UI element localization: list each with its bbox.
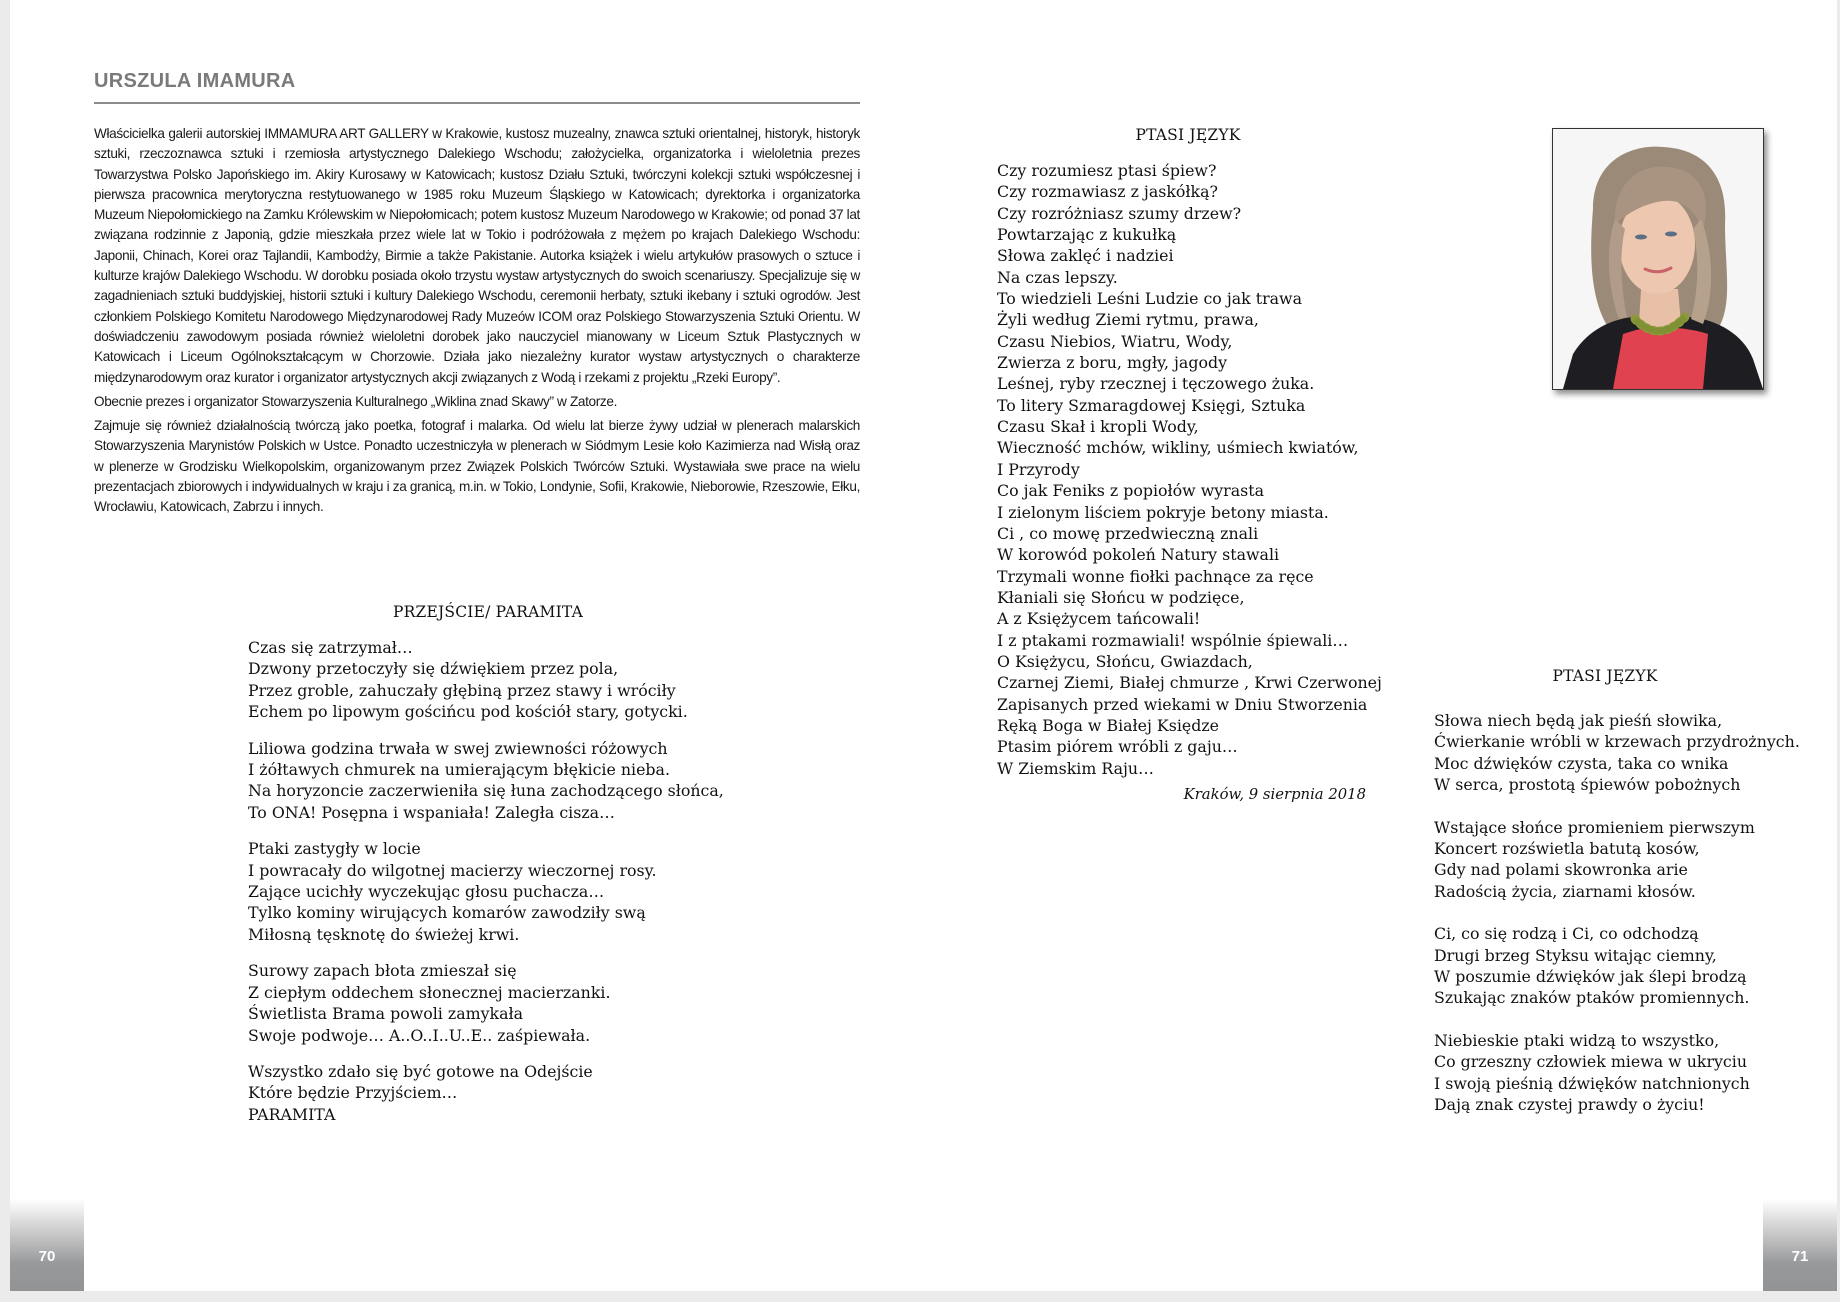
poem-line: Wieczność mchów, wikliny, uśmiech kwiatów,: [997, 438, 1359, 458]
poem-title-ptasi-jezyk-2: PTASI JĘZYK: [1552, 667, 1658, 685]
poem-stanza: [248, 1061, 724, 1125]
poem-stanza: [1434, 923, 1800, 1009]
bio-paragraph: Obecnie prezes i organizator Stowarzyszenia Kulturalnego „Wiklina znad Skawy” w Zatorze.: [94, 393, 618, 409]
poem-line: Czarnej Ziemi, Białej chmurze , Krwi Czerwonej: [997, 673, 1382, 693]
page-number-right: 71: [1763, 1199, 1837, 1291]
poem-date-place: Kraków, 9 sierpnia 2018: [1183, 786, 1366, 803]
poem-line: I żółtawych chmurek na umierającym błękicie nieba.: [248, 760, 670, 780]
poem-line: Surowy zapach błota zmieszał się: [248, 961, 517, 981]
poem-line: To ONA! Posępna i wspaniała! Zaległa cisza…: [248, 802, 615, 822]
poem-line: Ćwierkanie wróbli w krzewach przydrożnych.: [1434, 732, 1800, 752]
magazine-spread: [10, 0, 1837, 1291]
poem-line: Powtarzając z kukułką: [997, 225, 1177, 245]
poem-line: Czas się zatrzymał…: [248, 638, 413, 657]
poem-line: Miłosną tęsknotę do świeżej krwi.: [248, 924, 520, 944]
poem-line: A z Księżycem tańcowali!: [997, 609, 1201, 629]
poem-line: Ręką Boga w Białej Księdze: [997, 715, 1220, 735]
poem-line: I zielonym liściem pokryje betony miasta.: [997, 502, 1329, 522]
author-name-heading: URSZULA IMAMURA: [94, 70, 296, 92]
poem-line: Co jak Feniks z popiołów wyrasta: [997, 481, 1265, 501]
poem-stanza: [248, 637, 724, 723]
poem-line: To litery Szmaragdowej Księgi, Sztuka: [997, 395, 1306, 415]
poem-line: Radością życia, ziarnami kłosów.: [1434, 881, 1696, 901]
poem-stanza: [248, 838, 724, 945]
poem-stanza: [248, 738, 724, 824]
poem-line: W korowód pokoleń Natury stawali: [997, 545, 1280, 565]
poem-line: Zające ucichły wyczekując głosu puchacza…: [248, 882, 605, 902]
poem-stanza: [1434, 710, 1800, 796]
poem-ptasi-jezyk-2: [1434, 710, 1800, 1131]
poem-line: Wszystko zdało się być gotowe na Odejście: [248, 1061, 593, 1081]
poem-line: Ptaki zastygły w locie: [248, 839, 421, 859]
poem-line: Czasu Skał i kropli Wody,: [997, 417, 1199, 437]
poem-line: Żyli według Ziemi rytmu, prawa,: [997, 310, 1259, 330]
poem-ptasi-jezyk-1: [997, 160, 1382, 779]
poem-line: Swoje podwoje… A..O..I..U..E.. zaśpiewała.: [248, 1025, 591, 1045]
poem-line: Słowa zaklęć i nadziei: [997, 246, 1174, 266]
poem-line: PARAMITA: [248, 1104, 336, 1124]
poem-line: To wiedzieli Leśni Ludzie co jak trawa: [997, 289, 1302, 309]
bio-paragraph: Właścicielka galerii autorskiej IMMAMURA ART GALLERY w Krakowie, kustosz muzealny, znawca sztuki orientalnej, historyk, historyk sztuki, rzeczoznawca sztuki i rzemiosła artystycznego Dalekiego Wschodu; założycielka, organizatorka i wieloletnia prezes Towarzystwa Polsko Japońskiego im. Akiry Kurosawy w Katowicach; kustosz Działu Sztuki, twórczyni kolekcji sztuki współczesnej i pierwsza pracownica merytoryczna restytuowanego w 1985 roku Muzeum Śląskiego w Katowicach; dyrektorka i organizatorka Muzeum Niepołomickiego na Zamku Królewskim w Niepołomicach; potem kustosz Muzeum Narodowego w Krakowie; od ponad 37 lat związana rodzinnie z Japonią, gdzie mieszkała przez wiele lat w Tokio i podróżowała z mężem po krajach Dalekiego Wschodu: Japonii, Chinach, Korei oraz Tajlandii, Kambodży, Birmie a także Pakistanie. Autorka książek i wielu artykułów prasowych o sztuce i kulturze krajów Dalekiego Wschodu. W dorobku posiada około trzystu wystaw artystycznych do swoich scenariuszy. Specjalizuje się w zagadnieniach sztuki buddyjskiej, historii sztuki i kultury Dalekiego Wschodu, ceremonii herbaty, sztuki ikebany i sztuki ogrodów. Jest członkiem Polskiego Komitetu Narodowego Międzynarodowej Rady Muzeów ICOM oraz Polskiego Stowarzyszenia Sztuki Orientu. W doświadczeniu zawodowym posiada również wieloletni dorobek jako nauczyciel mianowany w Liceum Sztuk Plastycznych w Katowicach i Liceum Ogólnokształcącym w Chorzowie. Działa jako niezależny kurator wystaw artystycznych o charakterze międzynarodowym oraz kurator i organizator artystycznych akcji związanych z Wodą i rzekami z projektu „Rzeki Europy”.: [94, 126, 860, 385]
author-bio: [94, 124, 860, 522]
poem-title-przejscie: PRZEJŚCIE/ PARAMITA: [392, 603, 583, 621]
poem-line: Wstające słońce promieniem pierwszym: [1434, 817, 1755, 837]
poem-line: Gdy nad polami skowronka arie: [1434, 860, 1688, 880]
poem-line: Dzwony przetoczyły się dźwiękiem przez pola,: [248, 659, 619, 679]
poem-line: W serca, prostotą śpiewów pobożnych: [1434, 775, 1741, 795]
poem-line: Trzymali wonne fiołki pachnące za ręce: [997, 566, 1314, 586]
poem-line: Czy rozróżniasz szumy drzew?: [997, 203, 1242, 223]
poem-line: Moc dźwięków czysta, taka co wnika: [1434, 753, 1729, 773]
poem-line: Liliowa godzina trwała w swej zwiewności różowych: [248, 738, 668, 758]
poem-line: Koncert rozświetla batutą kosów,: [1434, 839, 1700, 859]
poem-line: Niebieskie ptaki widzą to wszystko,: [1434, 1030, 1720, 1050]
poem-line: Ci, co się rodzą i Ci, co odchodzą: [1434, 924, 1699, 944]
poem-line: Szukając znaków ptaków promiennych.: [1434, 988, 1750, 1008]
portrait-image: [1553, 129, 1763, 389]
poem-line: Leśnej, ryby rzecznej i tęczowego żuka.: [997, 374, 1315, 394]
poem-line: Ptasim piórem wróbli z gaju…: [997, 737, 1238, 757]
poem-line: I powracały do wilgotnej macierzy wieczornej rosy.: [248, 860, 657, 880]
poem-line: O Księżycu, Słońcu, Gwiazdach,: [997, 651, 1253, 671]
poem-line: Echem po lipowym gościńcu pod kościół stary, gotycki.: [248, 702, 688, 722]
poem-przejscie-paramita: [248, 637, 724, 1140]
poem-line: Czy rozumiesz ptasi śpiew?: [997, 161, 1217, 180]
author-portrait-photo: [1552, 128, 1764, 390]
poem-line: Które będzie Przyjściem…: [248, 1083, 458, 1103]
header-rule-divider: [94, 102, 860, 104]
poem-line: Zwierza z boru, mgły, jagody: [997, 353, 1228, 373]
poem-line: Na horyzoncie zaczerwieniła się łuna zachodzącego słońca,: [248, 781, 724, 801]
poem-line: Słowa niech będą jak pieśń słowika,: [1434, 711, 1723, 730]
poem-line: Drugi brzeg Styksu witając ciemny,: [1434, 945, 1717, 965]
poem-line: Dają znak czystej prawdy o życiu!: [1434, 1095, 1705, 1115]
poem-line: Tylko kominy wirujących komarów zawodziły swą: [248, 903, 646, 923]
poem-line: I Przyrody: [997, 459, 1080, 479]
poem-line: W poszumie dźwięków jak ślepi brodzą: [1434, 967, 1747, 987]
poem-line: Kłaniali się Słońcu w podzięce,: [997, 587, 1245, 607]
poem-line: Przez groble, zahuczały głębiną przez stawy i wróciły: [248, 680, 676, 700]
poem-stanza: [1434, 817, 1800, 903]
poem-line: Świetlista Brama powoli zamykała: [248, 1004, 524, 1024]
poem-line: Z ciepłym oddechem słonecznej macierzanki.: [248, 982, 611, 1002]
poem-line: I swoją pieśnią dźwięków natchnionych: [1434, 1073, 1750, 1093]
poem-line: Na czas lepszy.: [997, 267, 1118, 287]
poem-line: Co grzeszny człowiek miewa w ukryciu: [1434, 1052, 1747, 1072]
poem-line: Zapisanych przed wiekami w Dniu Stworzenia: [997, 694, 1368, 714]
poem-stanza: [248, 960, 724, 1046]
poem-title-ptasi-jezyk-1: PTASI JĘZYK: [1135, 126, 1241, 144]
poem-line: Czasu Niebios, Wiatru, Wody,: [997, 331, 1233, 351]
poem-line: W Ziemskim Raju…: [997, 758, 1154, 778]
bio-paragraph: Zajmuje się również działalnością twórczą jako poetka, fotograf i malarka. Od wielu lat bierze żywy udział w plenerach malarskich Stowarzyszenia Marynistów Polskich w Ustce. Ponadto uczestniczyła w plenerach w Siódmym Lesie koło Kazimierza nad Wisłą oraz w plenerze w Grodzisku Wielkopolskim, organizowanym przez Związek Polskich Twórców Sztuki. Wystawiała swe prace na wielu prezentacjach zbiorowych i indywidualnych w kraju i za granicą, m.in. w Tokio, Londynie, Sofii, Krakowie, Nieborowie, Rzeszowie, Ełku, Wrocławiu, Katowicach, Zabrzu i innych.: [94, 418, 860, 515]
poem-stanza: [1434, 1030, 1800, 1116]
poem-line: I z ptakami rozmawiali! wspólnie śpiewali…: [997, 630, 1349, 650]
poem-line: Ci , co mowę przedwieczną znali: [997, 523, 1259, 543]
page-number-left: 70: [10, 1199, 84, 1291]
poem-line: Czy rozmawiasz z jaskółką?: [997, 182, 1219, 202]
